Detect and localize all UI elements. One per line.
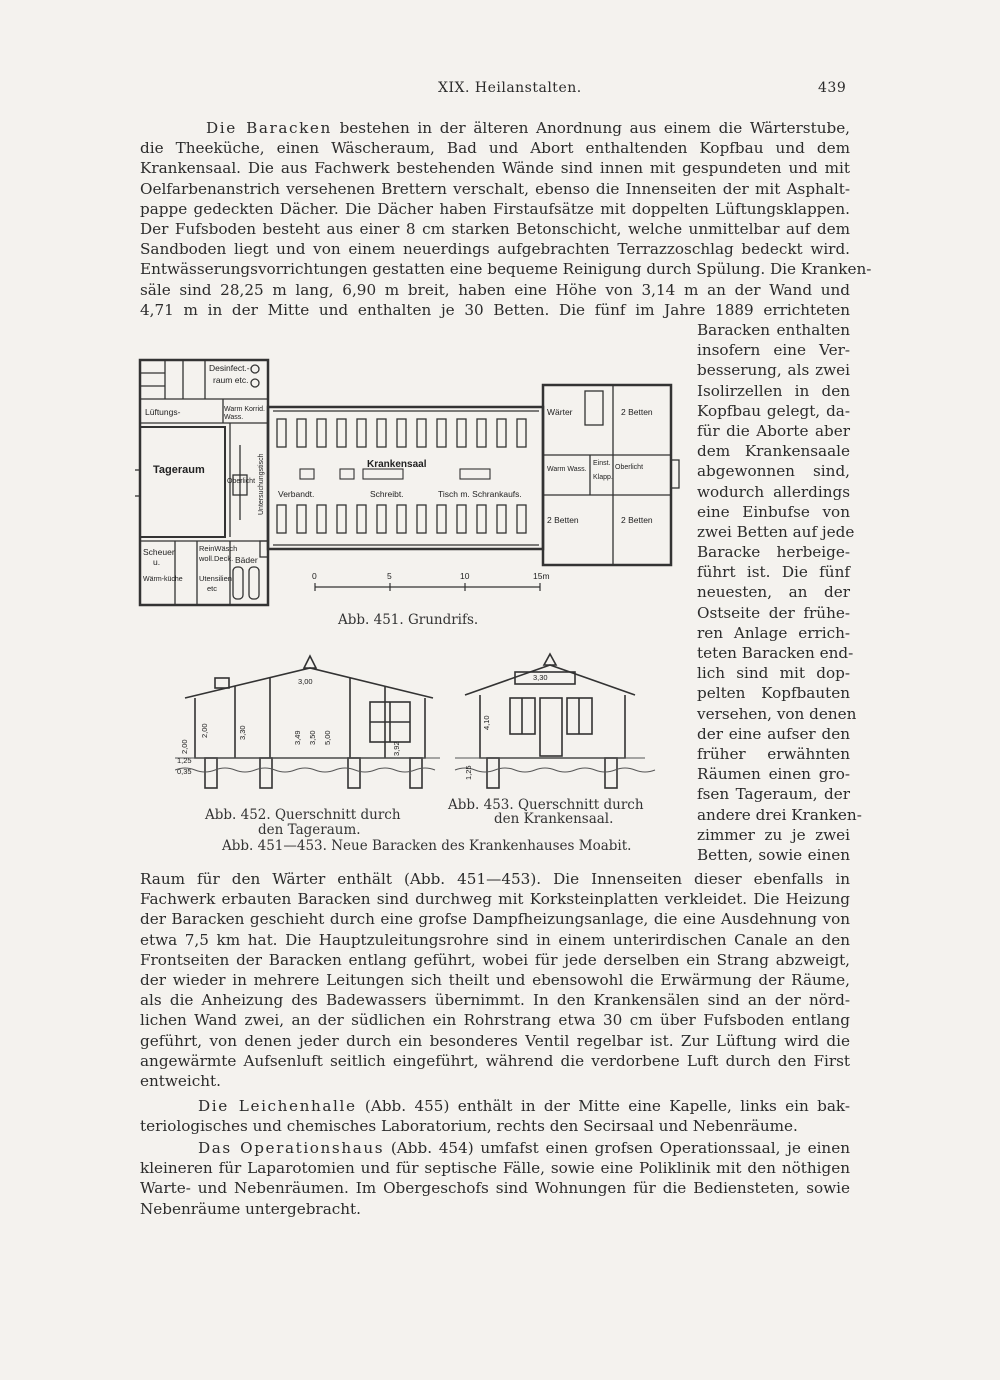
paragraph-3 xyxy=(140,1096,850,1136)
dim-3-00: 3,00 xyxy=(298,677,313,686)
bed-outline xyxy=(297,419,306,447)
bed-outline xyxy=(497,419,506,447)
dim-3-30-b: 3,30 xyxy=(533,673,548,682)
text-line: teriologisches und chemisches Laboratorium, rechts den Secirsaal und Nebenräume. xyxy=(140,1117,798,1136)
text-span: bestehen in der älteren Anordnung aus einem die Wärterstube, xyxy=(339,119,851,137)
paragraph-2 xyxy=(140,869,850,1091)
room-label-desinfect: Desinfect.- xyxy=(209,363,250,373)
text-line: Räumen einen gro- xyxy=(697,765,850,784)
text-line: etwa 7,5 km hat. Die Hauptzuleitungsrohre sind in einem unterirdischen Canale an den xyxy=(140,930,850,949)
dim-4-10: 4,10 xyxy=(482,715,491,730)
paragraph-4 xyxy=(140,1138,850,1219)
text-line: der Baracken geschieht durch eine grofse Dampfheizungsanlage, die eine Ausdehnung von xyxy=(140,910,850,929)
text-line: die Theeküche, einen Wäscheraum, Bad und Abort enthaltenden Kopfbau und dem xyxy=(140,139,850,158)
text-line: zimmer zu je zwei xyxy=(697,825,850,844)
chapter-title: XIX. Heilanstalten. xyxy=(438,80,582,96)
dim-3-30: 3,30 xyxy=(238,725,247,740)
bed-outline xyxy=(297,505,306,533)
room-label-einst: Einst. xyxy=(593,460,611,467)
text-line: Fachwerk erbauten Baracken sind durchweg mit Korksteinplatten verkleidet. Die Heizung xyxy=(140,890,850,909)
bed-outline xyxy=(437,419,446,447)
room-label-oberlicht-right: Oberlicht xyxy=(615,464,644,471)
text-line: insofern eine Ver- xyxy=(697,341,850,360)
dim-2-00-side: 2,00 xyxy=(180,739,189,754)
text-line: versehen, von denen xyxy=(697,704,857,723)
text-line: lichen Wand zwei, an der südlichen ein Rohrstrang etwa 30 cm über Fufsboden entlang xyxy=(140,1011,850,1030)
side-column-text xyxy=(697,320,862,865)
room-label-u: u. xyxy=(153,557,161,567)
bed-outline xyxy=(357,505,366,533)
bed-outline xyxy=(277,505,286,533)
text-line: Oelfarbenanstrich versehenen Brettern verschalt, ebenso die Innenseiten der mit Asphalt- xyxy=(140,179,850,198)
text-line: teten Baracken end- xyxy=(697,644,854,662)
text-line: Entwässerungsvorrichtungen gestatten eine bequeme Reinigung durch Spülung. Die Kranken- xyxy=(140,260,872,279)
scale-tick-15: 15m xyxy=(533,571,550,581)
text-line: pappe gedeckten Dächer. Die Dächer haben Firstaufsätze mit doppelten Lüftungsklappen. xyxy=(140,199,850,218)
cross-sections-figure xyxy=(175,650,675,810)
room-label-oberlicht: Oberlicht xyxy=(227,478,256,485)
text-line: Nebenräume untergebracht. xyxy=(140,1199,361,1218)
room-label-etc: etc xyxy=(207,584,218,593)
room-label-wass: Wass. xyxy=(224,414,244,421)
text-line: neuesten, an der xyxy=(697,583,850,602)
text-line: Ostseite der frühe- xyxy=(697,603,850,622)
bed-outline xyxy=(317,419,326,447)
text-line: Raum für den Wärter enthält (Abb. 451—453). Die Innenseiten dieser ebenfalls in xyxy=(140,870,850,888)
text-line: dem Krankensaale xyxy=(697,442,850,461)
caption-fig-451-453: Abb. 451—453. Neue Baracken des Krankenhauses Moabit. xyxy=(222,838,632,854)
emphasis: Das Operationshaus xyxy=(198,1139,385,1157)
room-label-krankensaal: Krankensaal xyxy=(367,459,427,470)
text-line: Frontseiten der Baracken entlang geführt, wobei für jede derselben ein Strang abzweigt, xyxy=(140,950,850,969)
text-line: zwei Betten auf jede xyxy=(697,522,855,541)
bed-outline xyxy=(477,419,486,447)
text-line: als die Anheizung des Badewassers übernimmt. In den Krankensälen sind an der nörd- xyxy=(140,991,850,1010)
text-line: fsen Tageraum, der xyxy=(697,785,850,804)
bed-outline xyxy=(517,505,526,533)
bed-outline xyxy=(377,419,386,447)
text-line: Baracke herbeige- xyxy=(697,543,850,562)
text-line: geführt, von denen jeder durch ein besonderes Ventil regelbar ist. Zur Lüftung wird die xyxy=(140,1031,850,1050)
emphasis: Die Leichenhalle xyxy=(198,1097,357,1115)
text-line: besserung, als zwei xyxy=(697,361,850,380)
text-line: 4,71 m in der Mitte und enthalten je 30 Betten. Die fünf im Jahre 1889 errichteten xyxy=(140,300,850,319)
bed-outline xyxy=(497,505,506,533)
bed-outline xyxy=(397,505,406,533)
room-label-lueftung: Lüftungs- xyxy=(145,407,181,417)
text-line xyxy=(140,1138,850,1158)
text-line: abgewonnen sind, xyxy=(697,462,850,481)
room-label-raum-etc: raum etc. xyxy=(213,375,249,385)
scale-tick-10: 10 xyxy=(460,571,470,581)
bed-outline xyxy=(397,419,406,447)
dim-0-35: 0,35 xyxy=(177,767,192,776)
text-line: andere drei Kranken- xyxy=(697,805,862,824)
text-line: pelten Kopfbauten xyxy=(697,684,850,703)
text-line: Der Fufsboden besteht aus einer 8 cm starken Betonschicht, welche unmittelbar auf dem xyxy=(140,219,850,238)
emphasis: Die Baracken xyxy=(206,119,332,137)
bed-outline xyxy=(337,505,346,533)
room-label-schreibt: Schreibt. xyxy=(370,489,404,499)
scale-tick-0: 0 xyxy=(312,571,317,581)
text-line: Warte- und Nebenräumen. Im Obergeschofs sind Wohnungen für die Bediensteten, sowie xyxy=(140,1179,850,1198)
bed-outline xyxy=(277,419,286,447)
room-label-2betten-right: 2 Betten xyxy=(621,515,653,525)
paragraph-1 xyxy=(140,118,872,320)
text-line: der wieder in mehrere Leitungen sich theilt und ebensowohl die Erwärmung der Räume, xyxy=(140,970,850,989)
room-label-waermkueche: Wärm-küche xyxy=(143,576,183,583)
caption-fig-452-line2: den Tageraum. xyxy=(258,822,361,838)
bed-outline xyxy=(477,505,486,533)
dim-1-25: 1,25 xyxy=(177,756,192,765)
bed-outline xyxy=(377,505,386,533)
text-line: früher erwähnten xyxy=(697,744,850,763)
dim-5-00: 5,00 xyxy=(323,730,332,745)
text-line: ren Anlage errich- xyxy=(697,623,850,642)
text-span: (Abb. 454) umfafst einen grofsen Operationssaal, je einen xyxy=(384,1139,850,1157)
room-label-baeder: Bäder xyxy=(235,555,258,565)
dim-1-25-b: 1,25 xyxy=(464,765,473,780)
scale-tick-5: 5 xyxy=(387,571,392,581)
page-number: 439 xyxy=(818,80,847,96)
room-label-warm-korrid: Warm Korrid. xyxy=(224,406,265,413)
dim-3-49: 3,49 xyxy=(293,730,302,745)
room-label-verbandt: Verbandt. xyxy=(278,489,315,499)
dim-3-92: 3,92 xyxy=(392,741,401,756)
room-label-waerter: Wärter xyxy=(547,407,573,417)
caption-fig-453-line1: Abb. 453. Querschnitt durch xyxy=(448,797,644,813)
dim-3-50: 3,50 xyxy=(308,730,317,745)
text-line: für die Aborte aber xyxy=(697,421,850,440)
text-line: Isolirzellen in den xyxy=(697,381,850,400)
text-line: wodurch allerdings xyxy=(697,482,850,501)
bed-outline xyxy=(457,419,466,447)
bed-outline xyxy=(317,505,326,533)
room-label-warm-wass: Warm Wass. xyxy=(547,466,587,473)
room-label-tageraum: Tageraum xyxy=(153,464,205,476)
text-line xyxy=(140,1096,850,1116)
text-line: angewärmte Aufsenluft seitlich eingeführt, während die verdorbene Luft durch den First xyxy=(140,1051,850,1070)
room-label-woll-deck: woll.Deck. xyxy=(199,554,234,563)
bed-outline xyxy=(357,419,366,447)
text-line: Kopfbau gelegt, da- xyxy=(697,401,850,420)
text-line xyxy=(140,118,850,138)
text-line: eine Einbufse von xyxy=(697,502,850,521)
text-line: säle sind 28,25 m lang, 6,90 m breit, haben eine Höhe von 3,14 m an der Wand und xyxy=(140,280,850,299)
text-line: entweicht. xyxy=(140,1071,221,1090)
dim-2-00: 2,00 xyxy=(200,723,209,738)
text-line: Betten, sowie einen xyxy=(697,845,850,864)
caption-fig-452-line1: Abb. 452. Querschnitt durch xyxy=(205,807,401,823)
room-label-2betten-left: 2 Betten xyxy=(547,515,579,525)
bed-outline xyxy=(417,419,426,447)
bed-outline xyxy=(337,419,346,447)
room-label-untersuchungstisch: Untersuchungstisch xyxy=(258,453,265,515)
bed-outline xyxy=(517,419,526,447)
bed-outline xyxy=(437,505,446,533)
room-label-reinwaesch: ReinWäsch xyxy=(199,544,238,553)
text-line: der eine aufser den xyxy=(697,724,850,743)
room-label-klapp: Klapp. xyxy=(593,474,613,481)
room-label-tisch: Tisch m. Schrankaufs. xyxy=(438,489,522,499)
room-label-2betten-top: 2 Betten xyxy=(621,407,653,417)
bed-outline xyxy=(457,505,466,533)
text-line: Sandboden liegt und von einem neuerdings aufgebrachten Terrazzoschlag bedeckt wird. xyxy=(140,240,850,259)
room-label-scheuer: Scheuer xyxy=(143,547,175,557)
text-span: (Abb. 455) enthält in der Mitte eine Kapelle, links ein bak- xyxy=(356,1097,850,1115)
text-line: lich sind mit dop- xyxy=(697,664,850,683)
caption-fig-453-line2: den Krankensaal. xyxy=(494,811,614,827)
text-line: führt ist. Die fünf xyxy=(697,563,850,582)
text-line: kleineren für Laparotomien und für septische Fälle, sowie eine Poliklinik mit den nöthigen xyxy=(140,1159,850,1178)
text-line: Baracken enthalten xyxy=(697,321,850,339)
caption-fig-451: Abb. 451. Grundrifs. xyxy=(338,612,479,628)
text-line: Krankensaal. Die aus Fachwerk bestehenden Wände sind innen mit gespundeten und mit xyxy=(140,159,850,178)
room-label-utensilien: Utensilien xyxy=(199,574,232,583)
floor-plan-figure xyxy=(135,355,685,610)
bed-outline xyxy=(417,505,426,533)
